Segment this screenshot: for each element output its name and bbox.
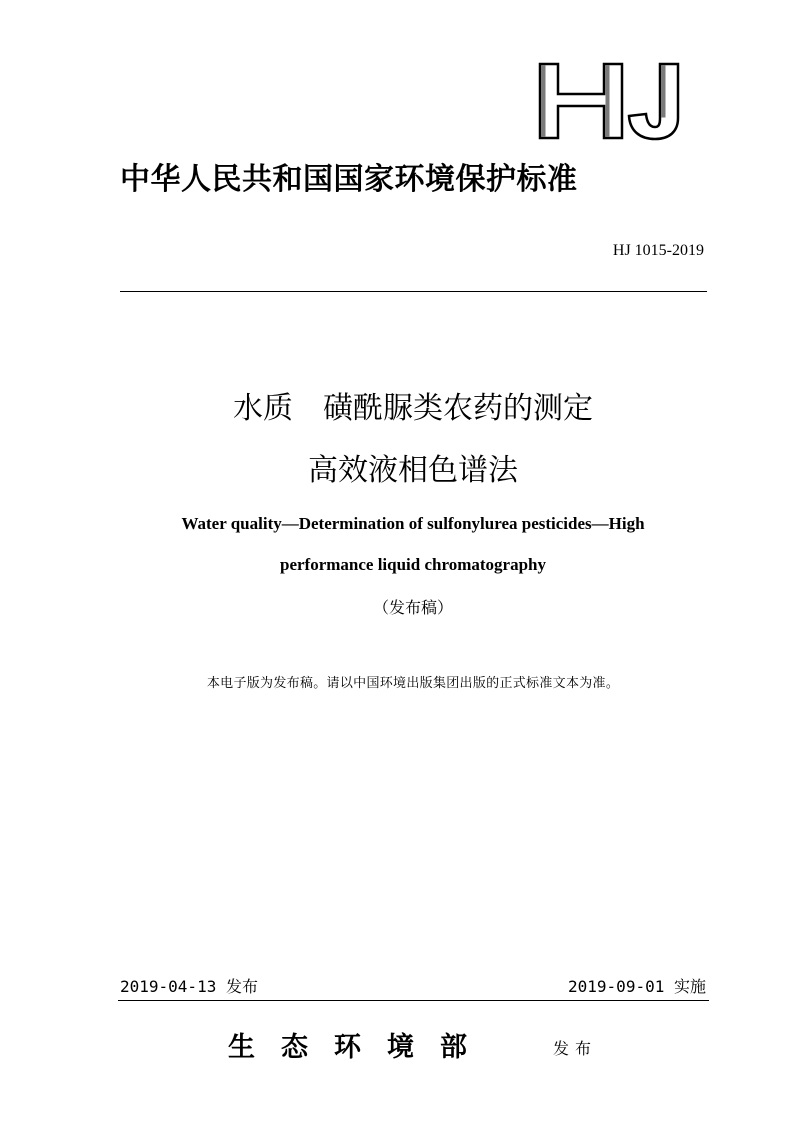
chinese-title-line-2: 高效液相色谱法 bbox=[308, 453, 518, 488]
hj-logo-letter-j bbox=[629, 64, 678, 139]
electronic-version-notice: 本电子版为发布稿。请以中国环境出版集团出版的正式标准文本为准。 bbox=[206, 676, 620, 691]
english-title-line-1: Water quality—Determination of sulfonylurea pesticides—High bbox=[181, 514, 645, 533]
implementation-date: 2019-09-01 bbox=[568, 977, 665, 996]
draft-status-label: （发布稿） bbox=[372, 598, 453, 617]
hj-logo-graphic bbox=[536, 60, 686, 142]
publisher-name: 生态环境部 bbox=[228, 1032, 493, 1063]
issuing-authority-title: 中华人民共和国国家环境保护标准 bbox=[120, 162, 578, 197]
hj-logo bbox=[536, 60, 686, 142]
chinese-title-line-1: 水质 磺酰脲类农药的测定 bbox=[233, 391, 593, 426]
hj-logo-j-shading bbox=[662, 66, 666, 118]
implementation-label: 实施 bbox=[673, 977, 706, 996]
issue-date: 2019-04-13 bbox=[120, 977, 217, 996]
footer-divider bbox=[118, 1000, 709, 1001]
issue-date-block bbox=[120, 976, 258, 998]
publisher-suffix: 发布 bbox=[553, 1039, 598, 1058]
header-divider bbox=[120, 291, 707, 292]
standard-number: HJ 1015-2019 bbox=[612, 242, 704, 259]
implementation-date-block bbox=[568, 976, 706, 998]
hj-logo-letter-h bbox=[540, 64, 622, 138]
issue-label: 发布 bbox=[225, 977, 258, 996]
english-title-line-2: performance liquid chromatography bbox=[279, 555, 546, 574]
